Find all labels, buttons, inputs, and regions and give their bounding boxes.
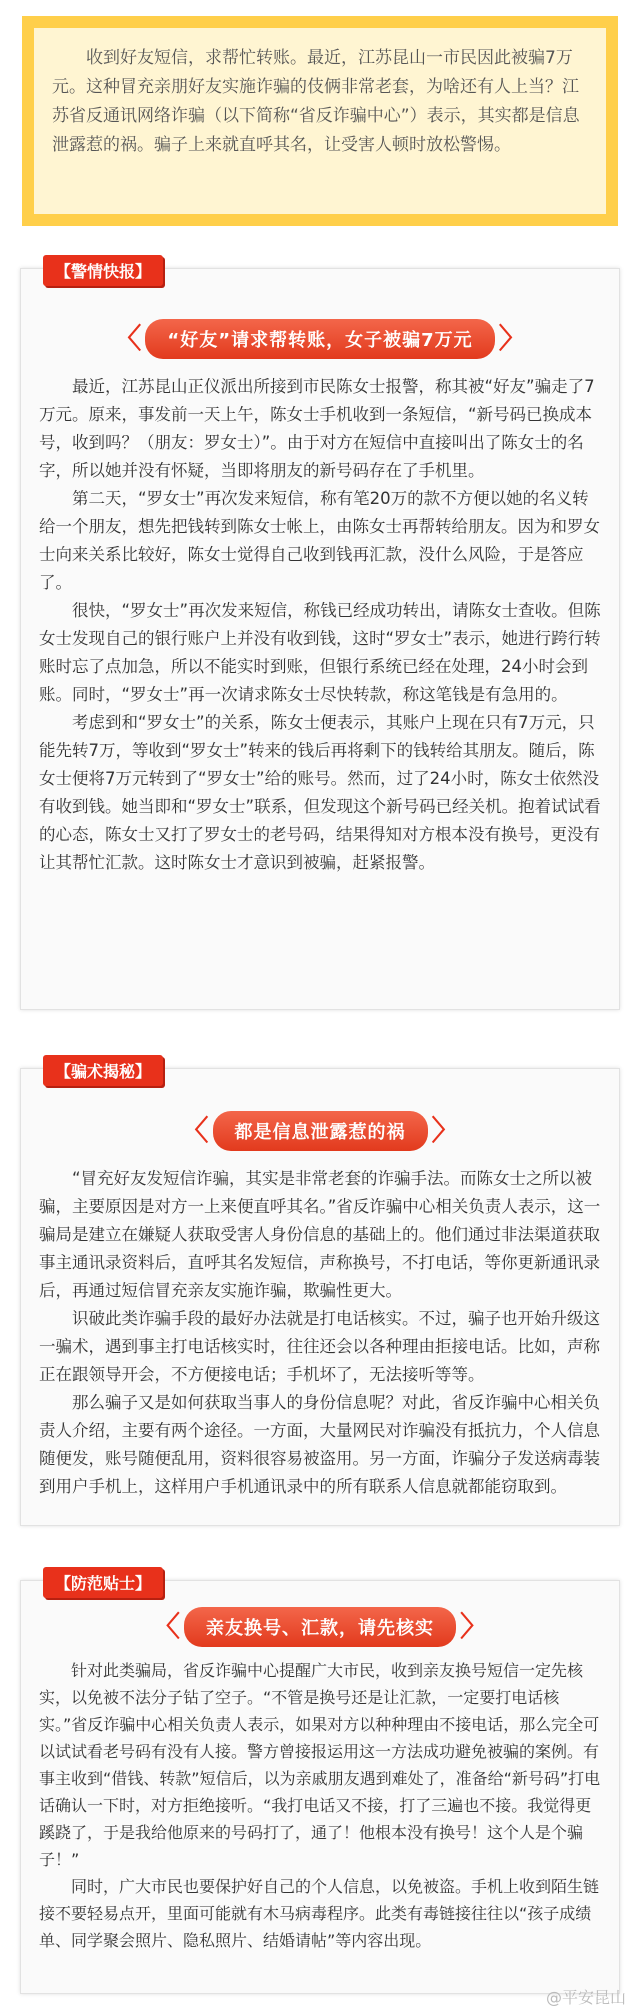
section-body [21, 373, 619, 895]
section-scam-revealed [20, 1062, 620, 1526]
paragraph: 那么骗子又是如何获取当事人的身份信息呢？对此，省反诈骗中心相关负责人介绍，主要有两个途径。一方面，大量网民对诈骗没有抵抗力，个人信息随便发，账号随便乱用，资料很容易被盗用。另一方面，诈骗分子发送病毒装到用户手机上，这样用户手机通讯录中的所有联系人信息就都能窃取到。 [39, 1393, 600, 1496]
paragraph: 针对此类骗局，省反诈骗中心提醒广大市民，收到亲友换号短信一定先核实，以免被不法分子钻了空子。“不管是换号还是让汇款，一定要打电话核实。”省反诈骗中心相关负责人表示，如果对方以种种理由不接电话，那么完全可以试试看老号码有没有人接。警方曾接报运用这一方法成功避免被骗的案例。有事主收到“借钱、转款”短信后，以为亲戚朋友遇到难处了，准备给“新号码”打电话确认一下时，对方拒绝接听。“我打电话又不接，打了三遍也不接。我觉得更蹊跷了，于是我给他原来的号码打了，通了！他根本没有换号！这个人是个骗子！” [39, 1661, 601, 1869]
section-body [21, 1165, 619, 1519]
section-tag: 【警情快报】 [43, 255, 163, 286]
section-title: 亲友换号、汇款，请先核实 [184, 1607, 456, 1647]
section-police-alert [20, 262, 620, 1010]
chevron-left-icon: 〈 [180, 1114, 209, 1147]
paragraph: “冒充好友发短信诈骗，其实是非常老套的诈骗手法。而陈女士之所以被骗，主要原因是对方一上来便直呼其名。”省反诈骗中心相关负责人表示，这一骗局是建立在嫌疑人获取受害人身份信息的基础上的。他们通过非法渠道获取事主通讯录资料后，直呼其名发短信，声称换号，不打电话，等你更新通讯录后，再通过短信冒充亲友实施诈骗，欺骗性更大。 [39, 1169, 601, 1300]
paragraph: 第二天，“罗女士”再次发来短信，称有笔20万的款不方便以她的名义转给一个朋友，想先把钱转到陈女士帐上，由陈女士再帮转给朋友。因为和罗女士向来关系比较好，陈女士觉得自己收到钱再汇款，没什么风险，于是答应了。 [39, 489, 600, 592]
paragraph: 很快，“罗女士”再次发来短信，称钱已经成功转出，请陈女士查收。但陈女士发现自己的银行账户上并没有收到钱，这时“罗女士”表示，她进行跨行转账时忘了点加急，所以不能实时到账，但银行系统已经在处理，24小时会到账。同时，“罗女士”再一次请求陈女士尽快转款，称这笔钱是有急用的。 [39, 601, 601, 704]
section-title: “好友”请求帮转账，女子被骗7万元 [145, 319, 494, 359]
intro-box [22, 16, 618, 226]
intro-text: 收到好友短信，求帮忙转账。最近，江苏昆山一市民因此被骗7万元。这种冒充亲朋好友实施诈骗的伎俩非常老套，为啥还有人上当？江苏省反通讯网络诈骗（以下简称“省反诈骗中心”）表示，其实都是信息泄露惹的祸。骗子上来就直呼其名，让受害人顿时放松警惕。 [34, 28, 606, 214]
paragraph: 同时，广大市民也要保护好自己的个人信息，以免被盗。手机上收到陌生链接不要轻易点开，里面可能就有木马病毒程序。此类有毒链接往往以“孩子成绩单、同学聚会照片、隐私照片、结婚请帖”等内容出现。 [39, 1877, 600, 1950]
section-title-ribbon [21, 319, 619, 359]
section-tag: 【骗术揭秘】 [43, 1055, 163, 1086]
watermark: @平安昆山 [545, 1988, 626, 2007]
chevron-right-icon: 〉 [460, 1610, 489, 1643]
chevron-right-icon: 〉 [431, 1114, 460, 1147]
chevron-right-icon: 〉 [498, 322, 527, 355]
paragraph: 识破此类诈骗手段的最好办法就是打电话核实。不过，骗子也开始升级这一骗术，遇到事主打电话核实时，往往还会以各种理由拒接电话。比如，声称正在跟领导开会，不方便接电话；手机坏了，无法接听等等。 [39, 1309, 600, 1384]
chevron-left-icon: 〈 [151, 1610, 180, 1643]
section-title-ribbon [21, 1607, 619, 1647]
section-title: 都是信息泄露惹的祸 [213, 1111, 428, 1151]
section-body [21, 1657, 619, 1972]
section-tag: 【防范贴士】 [43, 1567, 163, 1598]
paragraph: 考虑到和“罗女士”的关系，陈女士便表示，其账户上现在只有7万元，只能先转7万，等收到“罗女士”转来的钱后再将剩下的钱转给其朋友。随后，陈女士便将7万元转到了“罗女士”给的账号。然而，过了24小时，陈女士依然没有收到钱。她当即和“罗女士”联系，但发现这个新号码已经关机。抱着试试看的心态，陈女士又打了罗女士的老号码，结果得知对方根本没有换号，更没有让其帮忙汇款。这时陈女士才意识到被骗，赶紧报警。 [39, 713, 601, 872]
chevron-left-icon: 〈 [113, 322, 142, 355]
paragraph: 最近，江苏昆山正仪派出所接到市民陈女士报警，称其被“好友”骗走了7万元。原来，事发前一天上午，陈女士手机收到一条短信，“新号码已换成本号，收到吗？（朋友：罗女士）”。由于对方在短信中直接叫出了陈女士的名字，所以她并没有怀疑，当即将朋友的新号码存在了手机里。 [39, 377, 595, 480]
section-prevention-tips [20, 1574, 620, 1994]
section-title-ribbon [21, 1111, 619, 1151]
